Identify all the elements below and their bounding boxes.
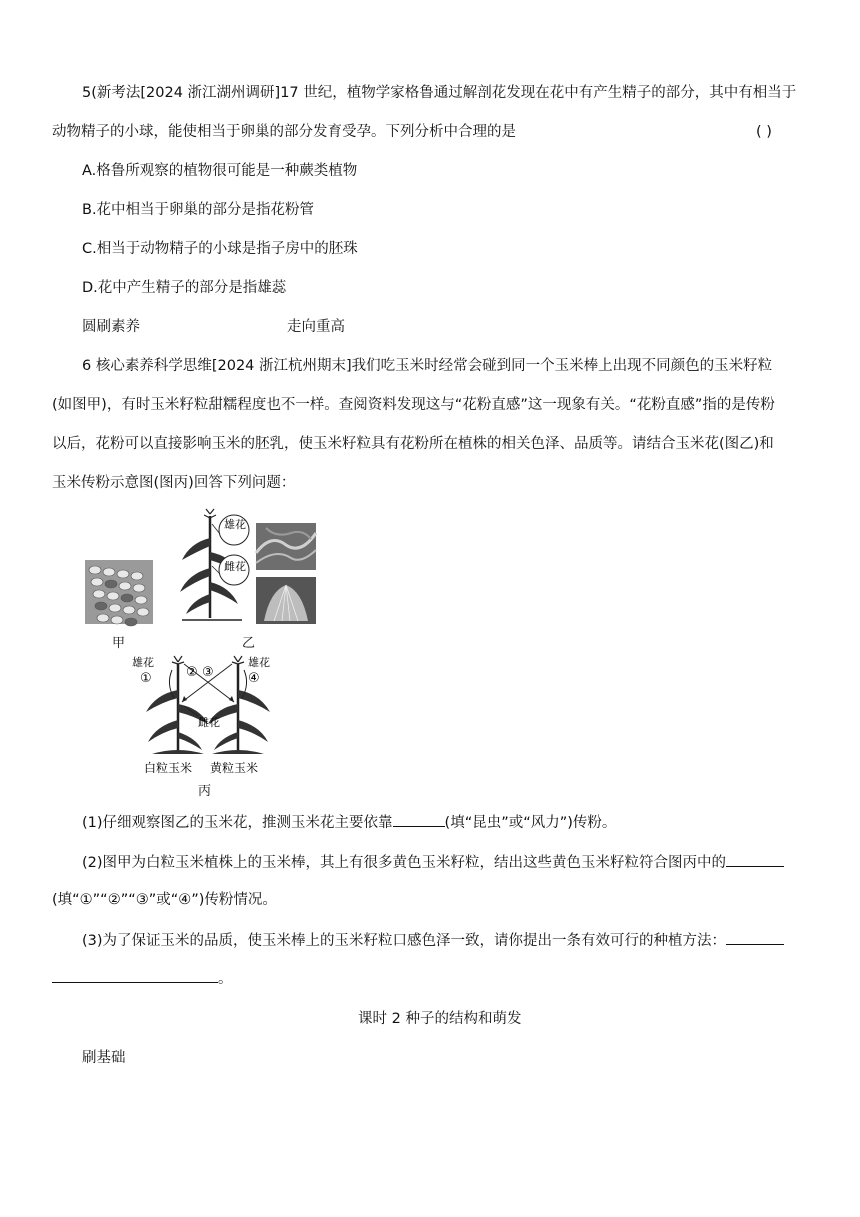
figure-bing-yellow-corn-label: 黄粒玉米: [210, 761, 259, 775]
figure-yi-silk-photo: [256, 577, 316, 624]
section-right-heading: 走向重高: [287, 319, 345, 335]
q6-sub3-answer-blank[interactable]: [726, 930, 784, 945]
q5-option-b: B.花中相当于卵巢的部分是指花粉管: [82, 202, 315, 218]
q6-sub2-text: (2)图甲为白粒玉米植株上的玉米棒，其上有很多黄色玉米籽粒，结出这些黄色玉米籽粒符合图丙中的: [82, 855, 727, 871]
q6-line1: 6 核心素养科学思维[2024 浙江杭州期末]我们吃玉米时经常会碰到同一个玉米棒上出现不同颜色的玉米籽粒: [82, 358, 773, 374]
q6-sub3-text: (3)为了保证玉米的品质，使玉米棒上的玉米籽粒口感色泽一致，请你提出一条有效可行的种植方法：: [82, 933, 727, 949]
q6-line2: (如图甲)，有时玉米籽粒甜糯程度也不一样。查阅资料发现这与“花粉直感”这一现象有关。“花粉直感”指的是传粉: [52, 397, 775, 413]
figure-bing-white-corn-label: 白粒玉米: [144, 761, 193, 775]
q5-answer-paren: ( ): [756, 124, 772, 140]
figure-bing-pollination-diagram: [132, 650, 278, 780]
q5-line1: 5(新考法[2024 浙江湖州调研]17 世纪，植物学家格鲁通过解剖花发现在花中有产生精子的部分，其中有相当于: [82, 85, 797, 101]
figure-jia-corn-cob-photo: [85, 560, 153, 624]
figure-yi-corn-plant: [176, 508, 252, 626]
q6-sub3-end: 。: [218, 971, 233, 987]
figure-bing-marker-4: ④: [248, 671, 260, 686]
q6-sub2-line2: (填“①”“②”“③”或“④”)传粉情况。: [52, 892, 277, 908]
figure-jia-label: 甲: [112, 636, 126, 651]
figure-bing-male-left-label: 雄花: [132, 656, 154, 669]
figure-yi-tassel-photo: [256, 523, 316, 570]
figure-bing-male-right-label: 雄花: [248, 656, 270, 669]
q5-option-a: A.格鲁所观察的植物很可能是一种蕨类植物: [82, 163, 358, 179]
figure-bing-label: 丙: [198, 784, 212, 799]
q6-sub2-answer-blank[interactable]: [726, 852, 784, 867]
figure-yi-male-flower-label: 雄花: [224, 518, 246, 531]
figure-yi-female-flower-label: 雌花: [224, 560, 246, 573]
q5-option-c: C.相当于动物精子的小球是指子房中的胚珠: [82, 241, 358, 257]
q6-line3: 以后，花粉可以直接影响玉米的胚乳，使玉米籽粒具有花粉所在植株的相关色泽、品质等。请结合玉米花(图乙)和: [52, 436, 774, 452]
figure-bing-marker-3: ③: [202, 665, 214, 680]
q5-option-d: D.花中产生精子的部分是指雄蕊: [82, 280, 287, 296]
q5-line2: 动物精子的小球，能使相当于卵巢的部分发育受孕。下列分析中合理的是: [52, 124, 516, 140]
lesson-title: 课时 2 种子的结构和萌发: [358, 1011, 522, 1027]
q6-sub2: [82, 852, 784, 873]
figure-bing-marker-2: ②: [186, 665, 198, 680]
q6-sub1: [82, 812, 616, 833]
brush-base-heading: 刷基础: [82, 1050, 126, 1066]
q6-sub1-suffix: (填“昆虫”或“风力”)传粉。: [444, 815, 617, 831]
q6-sub1-answer-blank[interactable]: [393, 812, 445, 827]
figure-bing-female-label: 雌花: [198, 716, 220, 729]
q6-sub3-answer-blank-2[interactable]: [52, 968, 218, 983]
figure-yi-label: 乙: [242, 636, 256, 651]
q6-sub1-text: (1)仔细观察图乙的玉米花，推测玉米花主要依靠: [82, 815, 393, 831]
q6-sub3-line2: [52, 968, 233, 989]
q6-sub3: [82, 930, 784, 951]
section-left-heading: 圆刷素养: [82, 319, 140, 335]
q6-line4: 玉米传粉示意图(图丙)回答下列问题：: [52, 475, 296, 491]
figure-bing-marker-1: ①: [140, 671, 152, 686]
